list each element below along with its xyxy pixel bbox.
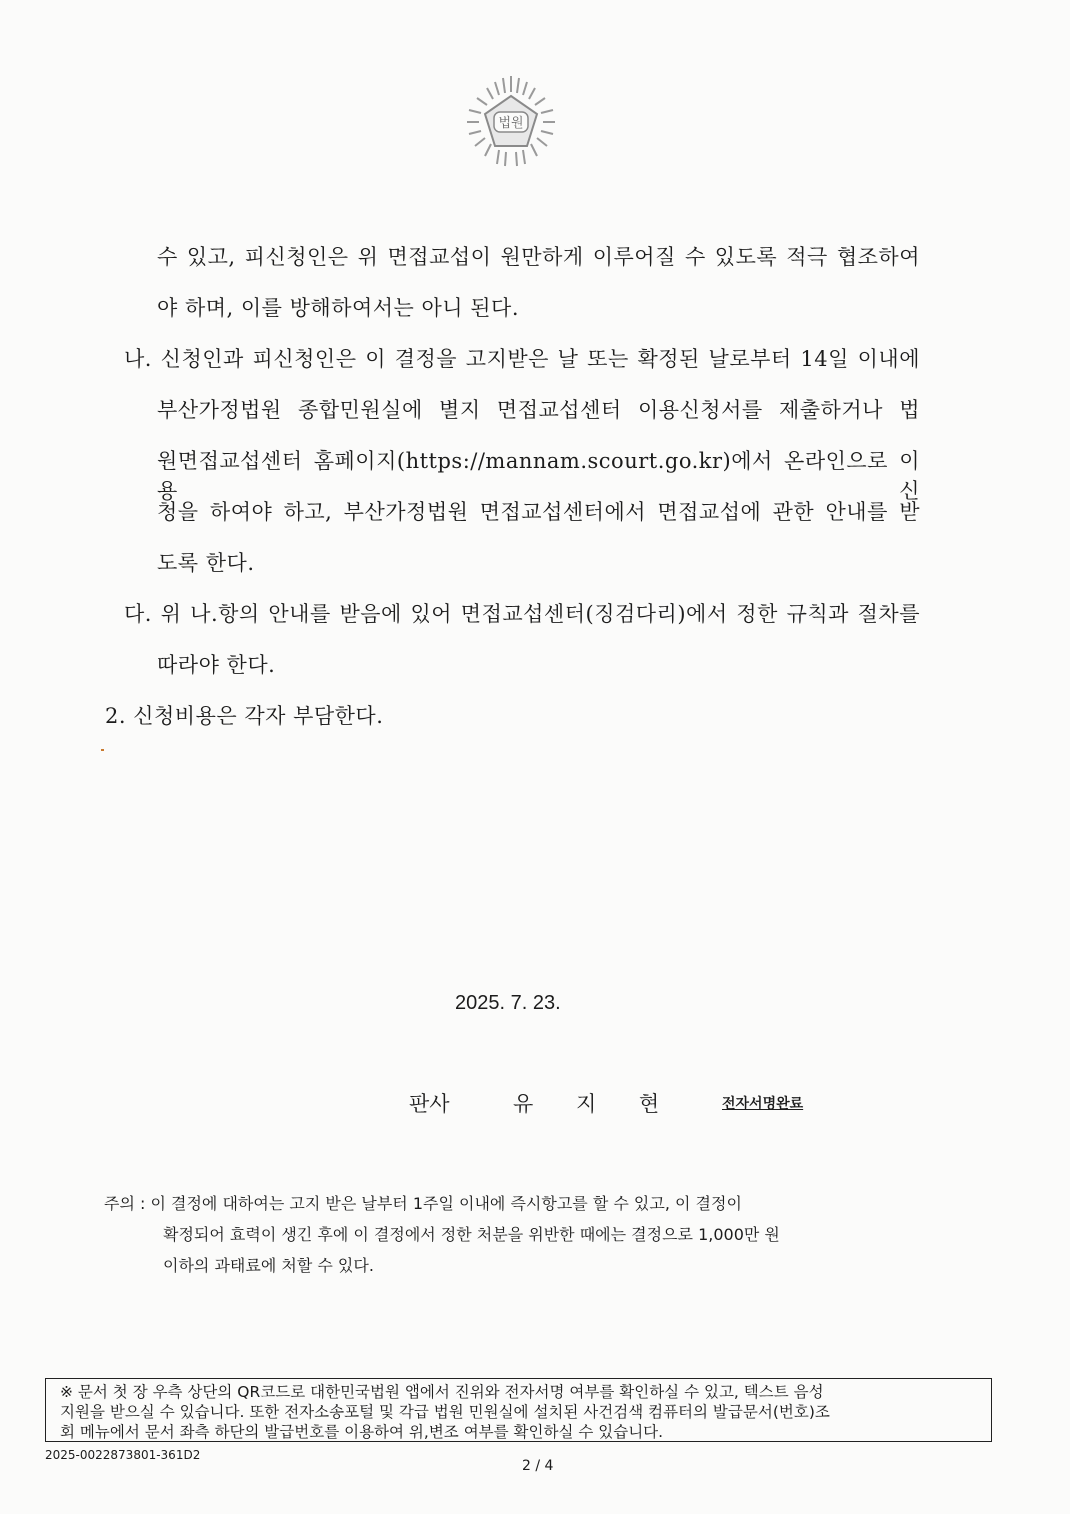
scan-artifact [101,749,104,751]
court-seal-logo [463,74,559,170]
notice-line: 확정되어 효력이 생긴 후에 이 결정에서 정한 처분을 위반한 때에는 결정으로 1,000만 원 [163,1225,780,1244]
document-issue-number: 2025-0022873801-361D2 [45,1448,201,1462]
decision-date: 2025. 7. 23. [455,992,561,1014]
paragraph-line: 다. 위 나.항의 안내를 받음에 있어 면접교섭센터(징검다리)에서 정한 규칙과 절차를 [124,602,920,626]
paragraph-line: 도록 한다. [157,551,255,575]
paragraph-line: 2. 신청비용은 각자 부담한다. [105,704,384,728]
paragraph-line: 수 있고, 피신청인은 위 면접교섭이 원만하게 이루어질 수 있도록 적극 협조하여 [157,245,920,269]
notice-line: 주의 : 이 결정에 대하여는 고지 받은 날부터 1주일 이내에 즉시항고를 할 수 있고, 이 결정이 [104,1194,742,1213]
paragraph-line: 원면접교섭센터 홈페이지(https://mannam.scourt.go.kr)에서 온라인으로 이용 신 [157,449,920,503]
verification-notice-box [45,1378,992,1442]
footer-line: ※ 문서 첫 장 우측 상단의 QR코드로 대한민국법원 앱에서 진위와 전자서명 여부를 확인하실 수 있고, 텍스트 음성 [60,1383,824,1401]
svg-text:법원: 법원 [498,116,524,131]
notice-line: 이하의 과태료에 처할 수 있다. [163,1256,374,1275]
paragraph-line: 나. 신청인과 피신청인은 이 결정을 고지받은 날 또는 확정된 날로부터 14일 이내에 [124,347,920,371]
paragraph-line: 청을 하여야 하고, 부산가정법원 면접교섭센터에서 면접교섭에 관한 안내를 받 [157,500,920,524]
footer-line: 지원을 받으실 수 있습니다. 또한 전자소송포털 및 각급 법원 민원실에 설치된 사건검색 컴퓨터의 발급문서(번호)조 [60,1403,830,1421]
paragraph-line: 야 하며, 이를 방해하여서는 아니 된다. [157,296,520,320]
footer-line: 회 메뉴에서 문서 좌측 하단의 발급번호를 이용하여 위,변조 여부를 확인하실 수 있습니다. [60,1423,664,1441]
page-number: 2 / 4 [522,1458,554,1474]
judge-name: 유 지 현 [513,1092,678,1116]
judge-title: 판사 [409,1092,450,1116]
paragraph-line: 따라야 한다. [157,653,276,677]
electronic-signature-mark: 전자서명완료 [722,1096,804,1112]
paragraph-line: 부산가정법원 종합민원실에 별지 면접교섭센터 이용신청서를 제출하거나 법 [157,398,920,422]
